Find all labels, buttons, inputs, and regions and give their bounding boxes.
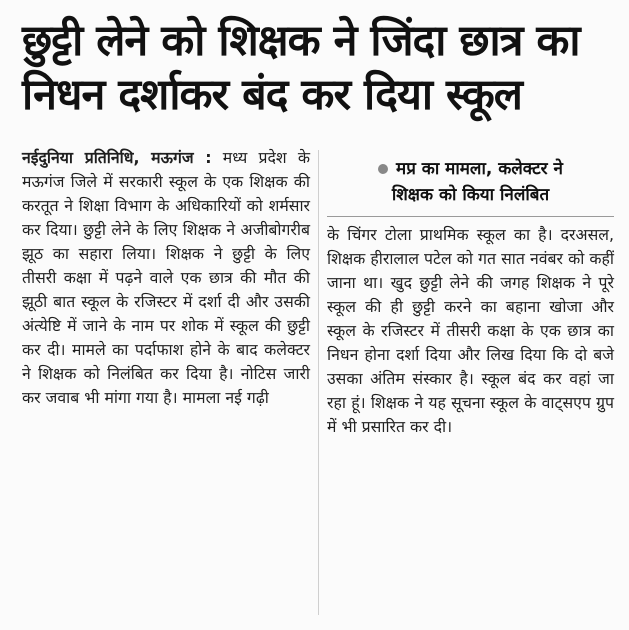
- subheadline-line-1: मप्र का मामला, कलेक्टर ने: [396, 159, 563, 179]
- body-left: मध्य प्रदेश के मऊगंज जिले में सरकारी स्कूल के एक शिक्षक की करतूत ने शिक्षा विभाग के अधिकारियों को शर्मसार कर दिया। छुट्टी लेने के लिए शिक्षक ने अजीबोगरीब झूठ का सहारा लिया। शिक्षक ने छुट्टी के लिए तीसरी कक्षा में पढ़ने वाले एक छात्र की मौत की झूठी बात स्कूल के रजिस्टर में दर्शा दी और उसकी अंत्येष्टि में जाने के नाम पर शोक में स्कूल की छुट्टी कर दी। मामले का पर्दाफाश होने के बाद कलेक्टर ने शिक्षक को निलंबित कर दिया है। नोटिस जारी कर जवाब भी मांगा गया है। मामला नई गढ़ी: [22, 148, 310, 407]
- column-divider: [318, 150, 319, 615]
- bullet-icon: [378, 164, 388, 174]
- left-column: [22, 146, 310, 410]
- dateline: नईदुनिया प्रतिनिधि, मऊगंज :: [22, 148, 212, 167]
- headline: [22, 14, 615, 122]
- left-column-text: [22, 146, 310, 410]
- headline-line-1: छुट्टी लेने को शिक्षक ने जिंदा छात्र का: [22, 16, 580, 66]
- headline-line-2: निधन दर्शाकर बंद कर दिया स्कूल: [22, 70, 522, 120]
- body-right: के चिंगर टोला प्राथमिक स्कूल का है। दरअसल, शिक्षक हीरालाल पटेल को गत सात नवंबर को कहीं जाना था। खुद छुट्टी लेने की जगह शिक्षक ने पूरे स्कूल की ही छुट्टी करने का बहाना खोजा और स्कूल के रजिस्टर में तीसरी कक्षा के एक छात्र का निधन होना दर्शा दिया और लिख दिया कि दो बजे उसका अंतिम संस्कार है। स्कूल बंद कर वहां जा रहा हूं। शिक्षक ने यह सूचना स्कूल के वाट्सएप ग्रुप में भी प्रसारित कर दी।: [327, 225, 614, 436]
- subheadline: [327, 156, 614, 217]
- subheadline-line-2: शिक्षक को किया निलंबित: [391, 185, 550, 205]
- right-column: [327, 156, 614, 439]
